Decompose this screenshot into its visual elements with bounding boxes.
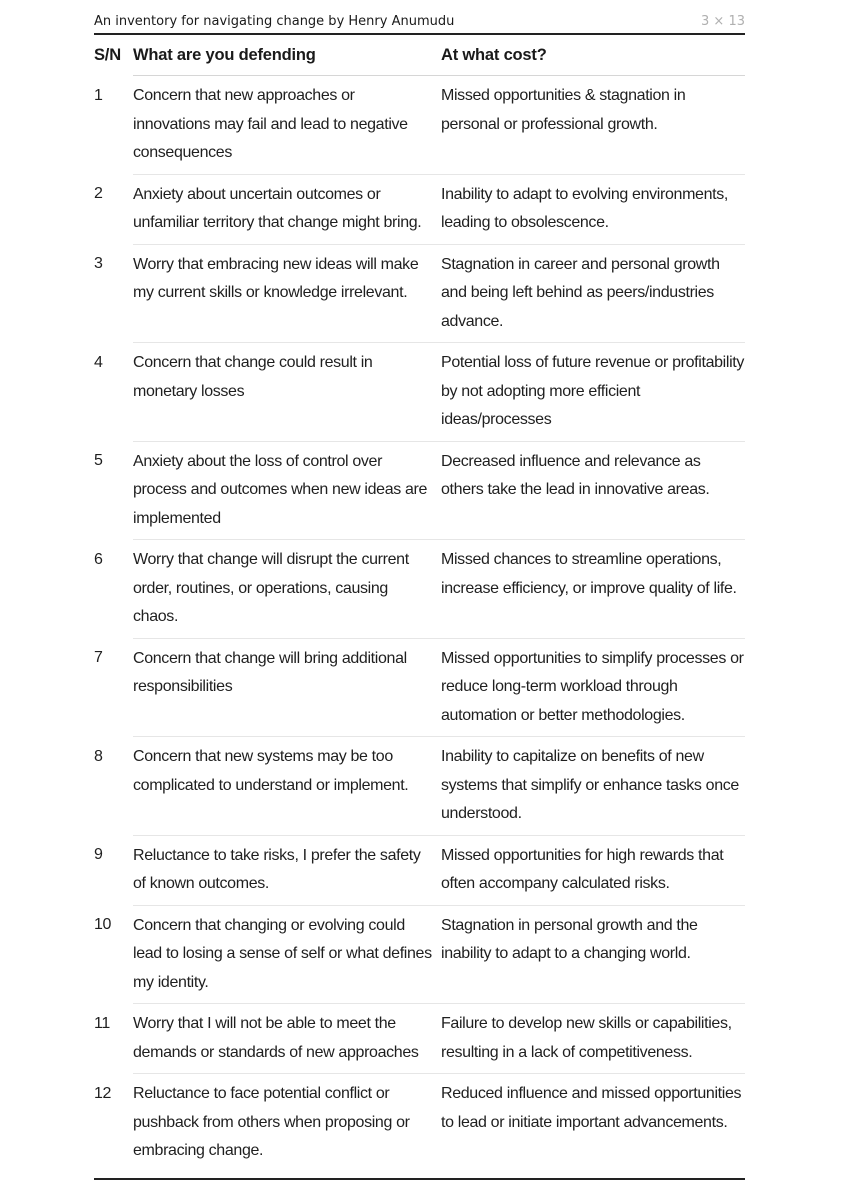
defending-cell: Anxiety about the loss of control over process and outcomes when new ideas are implemented [133,441,441,540]
column-header-sn: S/N [94,45,121,64]
defending-cell: Anxiety about uncertain outcomes or unfamiliar territory that change might bring. [133,174,441,244]
defending-cell: Worry that change will disrupt the current order, routines, or operations, causing chaos. [133,540,441,639]
sn-cell: 9 [94,846,103,863]
column-header-defending: What are you defending [133,35,441,76]
table-header-row [94,35,745,76]
cost-cell: Inability to adapt to evolving environments, leading to obsolescence. [441,174,745,244]
document-header [94,14,745,35]
defending-cell: Reluctance to take risks, I prefer the safety of known outcomes. [133,835,441,905]
cost-cell: Missed opportunities to simplify processes or reduce long-term workload through automation or better methodologies. [441,638,745,737]
sn-cell: 7 [94,649,103,666]
cost-cell: Decreased influence and relevance as others take the lead in innovative areas. [441,441,745,540]
sn-cell: 2 [94,185,103,202]
sn-cell: 5 [94,452,103,469]
cost-cell: Inability to capitalize on benefits of new systems that simplify or enhance tasks once understood. [441,737,745,836]
cost-cell: Potential loss of future revenue or profitability by not adopting more efficient ideas/processes [441,343,745,442]
defending-cell: Worry that embracing new ideas will make my current skills or knowledge irrelevant. [133,244,441,343]
table-row [94,737,745,836]
cost-cell: Stagnation in career and personal growth and being left behind as peers/industries advance. [441,244,745,343]
inventory-table [94,35,745,1172]
table-row [94,905,745,1004]
sn-cell: 8 [94,747,103,765]
defending-cell: Concern that change could result in monetary losses [133,343,441,442]
sn-cell: 6 [94,550,103,568]
table-row [94,441,745,540]
defending-cell: Reluctance to face potential conflict or pushback from others when proposing or embracing change. [133,1085,410,1159]
cost-cell: Missed chances to streamline operations, increase efficiency, or improve quality of life. [441,540,745,639]
sn-cell: 11 [94,1014,110,1032]
column-header-cost: At what cost? [441,35,745,76]
cost-cell: Missed opportunities for high rewards that often accompany calculated risks. [441,835,745,905]
table-row [94,1004,745,1074]
cost-cell: Missed opportunities & stagnation in personal or professional growth. [441,76,745,175]
table-row [94,540,745,639]
defending-cell: Worry that I will not be able to meet the demands or standards of new approaches [133,1004,441,1074]
table-row [94,1074,745,1172]
sn-cell: 3 [94,255,103,272]
defending-cell: Concern that new approaches or innovations may fail and lead to negative consequences [133,76,441,175]
document-title: An inventory for navigating change by Henry Anumudu [94,14,455,29]
sn-cell: 10 [94,916,112,933]
table-dimensions: 3 × 13 [701,14,745,29]
sn-cell: 12 [94,1084,112,1102]
defending-cell: Concern that change will bring additional responsibilities [133,638,441,737]
bottom-rule [94,1178,745,1180]
cost-cell: Stagnation in personal growth and the inability to adapt to a changing world. [441,905,745,1004]
sn-cell: 4 [94,353,103,371]
table-body [94,76,745,1172]
inventory-document [94,14,745,1180]
table-row [94,244,745,343]
defending-cell: Concern that changing or evolving could lead to losing a sense of self or what defines my identity. [133,905,441,1004]
table-row [94,76,745,175]
cost-cell: Reduced influence and missed opportunities to lead or initiate important advancements. [441,1085,742,1131]
sn-cell: 1 [94,86,103,104]
table-row [94,835,745,905]
table-row [94,343,745,442]
cost-cell: Failure to develop new skills or capabilities, resulting in a lack of competitiveness. [441,1004,745,1074]
defending-cell: Concern that new systems may be too complicated to understand or implement. [133,737,441,836]
table-row [94,638,745,737]
table-row [94,174,745,244]
